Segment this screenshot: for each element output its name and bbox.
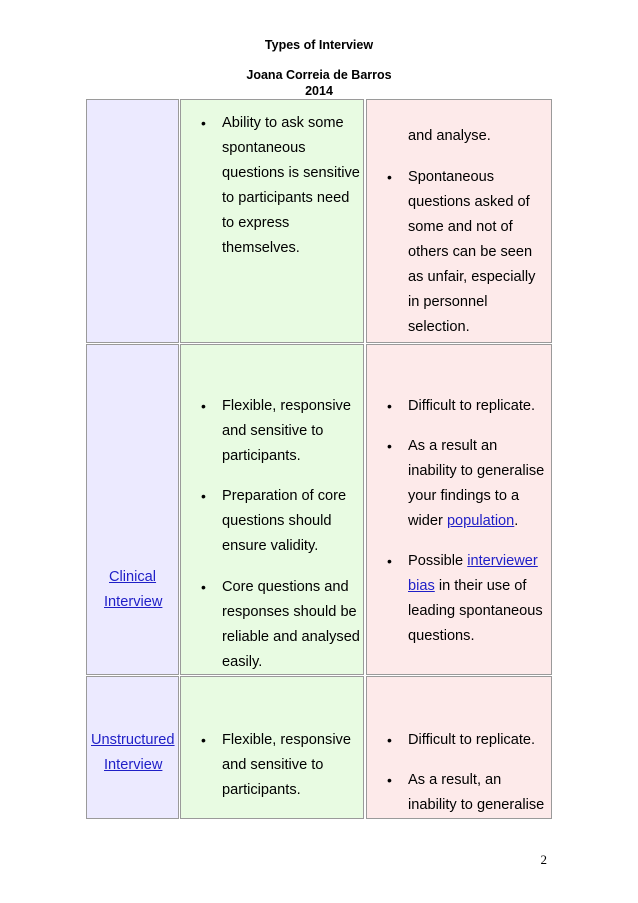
text-line: themselves. [222, 240, 300, 256]
population-link[interactable]: population [446, 513, 515, 529]
row3-limitations-cell [366, 676, 552, 819]
text-line: inability to generalise [408, 463, 545, 479]
text-line: Flexible, responsive [222, 398, 351, 414]
text-line: Ability to ask some [222, 115, 344, 131]
bullet-icon: • [387, 732, 392, 748]
text-line: responses should be [222, 604, 357, 620]
row2-label-cell [86, 344, 179, 675]
author-name: Joana Correia de Barros [246, 68, 392, 82]
text-line [408, 552, 538, 570]
interviewer-bias-link[interactable]: interviewer [467, 553, 538, 569]
bullet-icon: • [387, 772, 392, 788]
document-year: 2014 [305, 84, 333, 98]
text-line: reliable and analysed [222, 629, 360, 645]
page-number: 2 [540, 852, 547, 867]
bullet-icon: • [387, 438, 392, 454]
text-fragment: in their use of [434, 578, 527, 594]
text-fragment: . [514, 513, 519, 529]
text-line: Spontaneous [408, 169, 495, 185]
row2-strengths-cell [180, 344, 364, 675]
text-line: some and not of [408, 219, 513, 235]
row1-label-cell [86, 99, 179, 343]
text-line: to participants need [222, 190, 350, 206]
text-line: Difficult to replicate. [408, 732, 536, 748]
unstructured-interview-link[interactable]: Unstructured [91, 732, 175, 748]
text-line: Preparation of core [222, 488, 347, 504]
text-line: inability to generalise [408, 797, 545, 813]
text-line: As a result, an [408, 772, 502, 788]
text-line: ensure validity. [222, 538, 319, 554]
bullet-icon: • [387, 398, 392, 414]
text-line: easily. [222, 654, 263, 670]
text-line: Flexible, responsive [222, 732, 351, 748]
text-line: Difficult to replicate. [408, 398, 536, 414]
text-line: questions is sensitive [222, 165, 360, 181]
text-line: in personnel [408, 294, 488, 310]
bullet-icon: • [201, 488, 206, 504]
text-line: participants. [222, 448, 301, 464]
text-line: and analyse. [408, 128, 491, 144]
text-line: questions should [222, 513, 332, 529]
bullet-icon: • [201, 732, 206, 748]
text-line: questions asked of [408, 194, 530, 210]
text-line: your findings to a [408, 488, 520, 504]
bullet-icon: • [201, 579, 206, 595]
text-line: Core questions and [222, 579, 349, 595]
text-line: others can be seen [408, 244, 533, 260]
text-line: and sensitive to [222, 423, 324, 439]
row2-limitations-cell [366, 344, 552, 675]
bullet-icon: • [201, 398, 206, 414]
text-line: leading spontaneous [408, 603, 543, 619]
bullet-icon: • [201, 115, 206, 131]
row3-label-cell [86, 676, 179, 819]
unstructured-interview-link[interactable]: Interview [104, 757, 163, 773]
bullet-icon: • [387, 553, 392, 569]
clinical-interview-link[interactable]: Clinical [109, 569, 157, 585]
document-title: Types of Interview [264, 38, 374, 52]
text-line: to express [222, 215, 290, 231]
text-line: questions. [408, 628, 475, 644]
text-line: participants. [222, 782, 301, 798]
text-line [408, 577, 526, 595]
row3-strengths-cell [180, 676, 364, 819]
clinical-interview-link[interactable]: Interview [104, 594, 163, 610]
row1-strengths-cell [180, 99, 364, 343]
text-line: as unfair, especially [408, 269, 536, 285]
text-line: As a result an [408, 438, 498, 454]
text-line: selection. [408, 319, 470, 335]
bullet-icon: • [387, 169, 392, 185]
text-line [408, 512, 518, 530]
interviewer-bias-link[interactable]: bias [408, 578, 435, 594]
text-line: spontaneous [222, 140, 306, 156]
row1-limitations-cell [366, 99, 552, 343]
text-fragment: Possible [408, 553, 468, 569]
text-fragment: wider [408, 513, 447, 529]
text-line: and sensitive to [222, 757, 324, 773]
